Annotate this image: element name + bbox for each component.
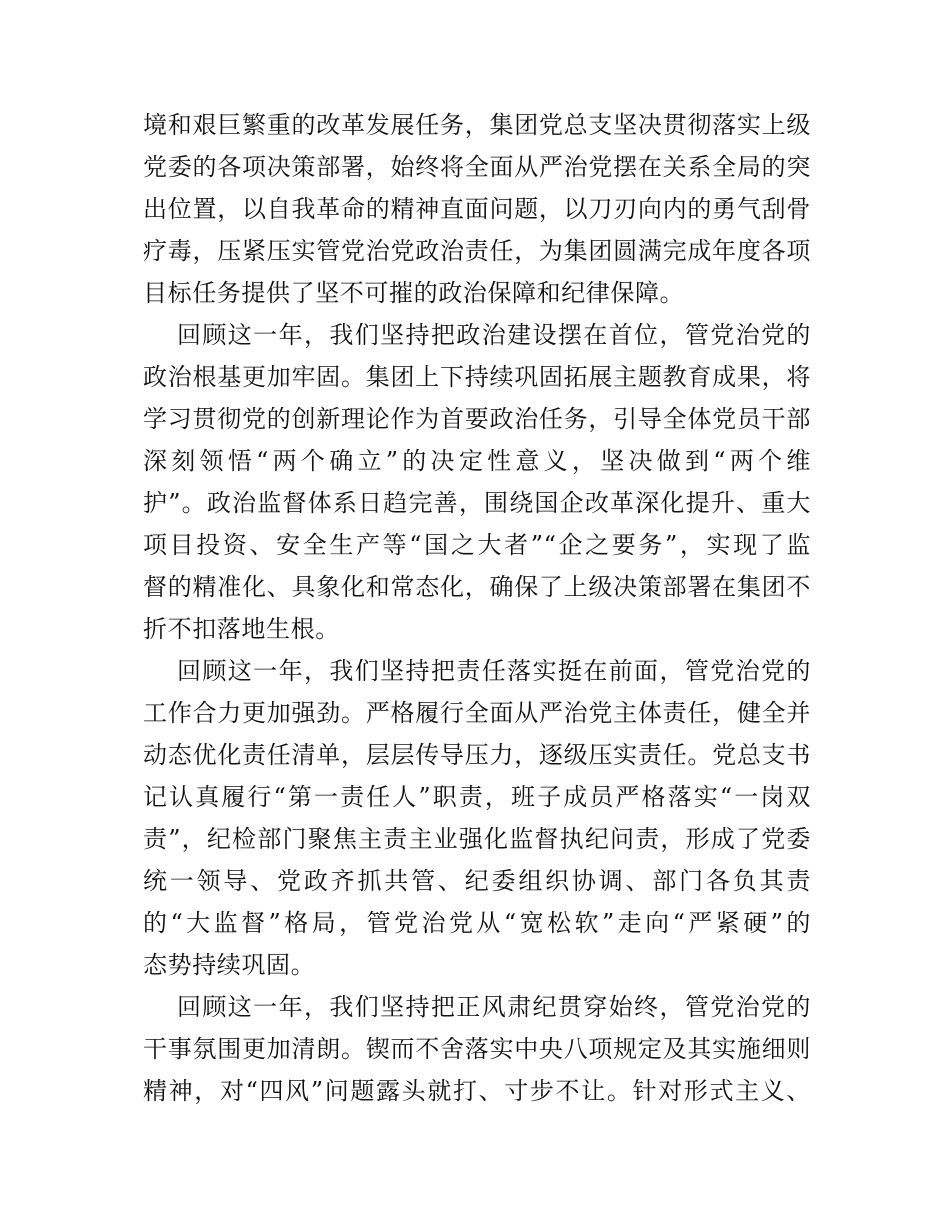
document-body (143, 104, 811, 1112)
text-line: 精神，对“四风”问题露头就打、寸步不让。针对形式主义、 (143, 1077, 811, 1105)
text-line: 态势持续巩固。 (143, 951, 316, 979)
text-line: 干事氛围更加清朗。锲而不舍落实中央八项规定及其实施细则 (143, 1035, 811, 1063)
text-line: 的“大监督”格局，管党治党从“宽松软”走向“严紧硬”的 (143, 909, 811, 937)
text-line: 折不扣落地生根。 (143, 615, 340, 643)
text-line: 动态优化责任清单，层层传导压力，逐级压实责任。党总支书 (143, 741, 811, 769)
text-line: 目标任务提供了坚不可摧的政治保障和纪律保障。 (143, 279, 685, 307)
text-line: 出位置，以自我革命的精神直面问题，以刀刃向内的勇气刮骨 (143, 195, 811, 223)
text-line: 疗毒，压紧压实管党治党政治责任，为集团圆满完成年度各项 (143, 237, 811, 265)
paragraph-4 (143, 986, 811, 1112)
text-line: 深刻领悟“两个确立”的决定性意义，坚决做到“两个维 (143, 447, 811, 475)
text-line: 回顾这一年，我们坚持把政治建设摆在首位，管党治党的 (177, 321, 811, 349)
text-line: 回顾这一年，我们坚持把责任落实挺在前面，管党治党的 (177, 657, 811, 685)
text-line: 政治根基更加牢固。集团上下持续巩固拓展主题教育成果，将 (143, 363, 811, 391)
paragraph-3 (143, 650, 811, 986)
text-line: 统一领导、党政齐抓共管、纪委组织协调、部门各负其责 (143, 867, 811, 895)
text-line: 记认真履行“第一责任人”职责，班子成员严格落实“一岗双 (143, 783, 811, 811)
text-line: 项目投资、安全生产等“国之大者”“企之要务”，实现了监 (143, 531, 811, 559)
paragraph-1 (143, 104, 811, 314)
text-line: 境和艰巨繁重的改革发展任务，集团党总支坚决贯彻落实上级 (143, 111, 811, 139)
text-line: 工作合力更加强劲。严格履行全面从严治党主体责任，健全并 (143, 699, 811, 727)
text-line: 学习贯彻党的创新理论作为首要政治任务，引导全体党员干部 (143, 405, 811, 433)
text-line: 责”，纪检部门聚焦主责主业强化监督执纪问责，形成了党委 (143, 825, 811, 853)
text-line: 党委的各项决策部署，始终将全面从严治党摆在关系全局的突 (143, 153, 811, 181)
text-line: 回顾这一年，我们坚持把正风肃纪贯穿始终，管党治党的 (177, 993, 811, 1021)
text-line: 护”。政治监督体系日趋完善，围绕国企改革深化提升、重大 (143, 489, 811, 517)
text-line: 督的精准化、具象化和常态化，确保了上级决策部署在集团不 (143, 573, 811, 601)
paragraph-2 (143, 314, 811, 650)
